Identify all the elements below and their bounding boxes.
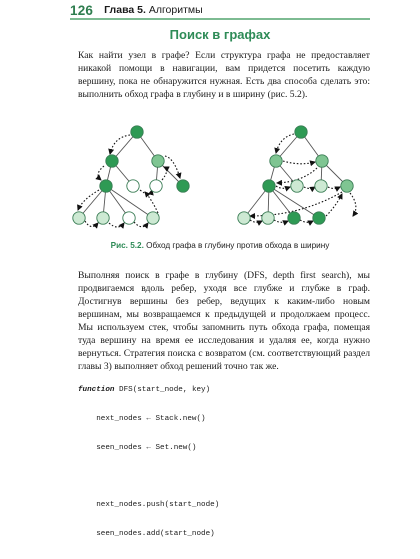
page-number: 126 <box>70 2 94 18</box>
header-rule <box>70 18 370 20</box>
graph-traversal-illustration <box>70 120 370 235</box>
code-line-signature <box>78 386 370 396</box>
bfs-traversal-arrow <box>283 161 315 164</box>
code-line: seen_nodes ← Set.new() <box>78 443 197 452</box>
bfs-graph-node <box>313 212 325 224</box>
bfs-graph-node <box>295 126 307 138</box>
caption-text: Обход графа в глубину против обхода в ширину <box>146 241 330 250</box>
dfs-traversal-arrow <box>140 190 152 194</box>
caption-label: Рис. 5.2. <box>110 241 144 250</box>
section-title: Поиск в графах <box>169 27 271 42</box>
bfs-traversal-arrow <box>326 194 342 216</box>
bfs-traversal-arrow <box>274 220 288 222</box>
dfs-traversal-arrow <box>109 223 124 227</box>
dfs-graph-node <box>106 155 118 167</box>
chapter-name: Алгоритмы <box>148 4 203 16</box>
dfs-graph-node <box>127 180 139 192</box>
chapter-title <box>104 4 203 16</box>
dfs-graph-node <box>177 180 189 192</box>
bfs-graph-node <box>263 180 275 192</box>
code-line: seen_nodes.add(start_node) <box>78 530 215 539</box>
bfs-graph-node <box>316 155 328 167</box>
figure-caption <box>70 241 370 250</box>
code-keyword: function <box>78 386 115 395</box>
bfs-traversal-arrow <box>250 220 262 222</box>
bfs-graph-node <box>262 212 274 224</box>
dfs-graph-node <box>152 155 164 167</box>
bfs-graph-node <box>291 180 303 192</box>
bfs-traversal-arrow <box>350 193 356 216</box>
dfs-paragraph: Выполняя поиск в графе в глубину (DFS, depth first search), мы продвигаемся вдоль ребер, уходя все глубже и глубже в граф. Достигнув вершины без ребер, ведущих к каким-либо новым вершинам, мы возвращаемся к предыдущей и продолжаем процесс. Мы используем стек, чтобы запомнить путь обхода графа, помещая туда вершину на время ее исследования и удаляя ее, когда нужно вернуться. Стратегия поиска с возвратом (см. соответствующий раздел главы 3) выполняет обход решений точно так же. <box>78 270 370 372</box>
figure-graph-traversal <box>70 120 370 235</box>
bfs-graph-node <box>238 212 250 224</box>
bfs-graph-node <box>341 180 353 192</box>
bfs-traversal-arrow <box>276 186 290 188</box>
bfs-graph-node <box>288 212 300 224</box>
dfs-graph-node <box>150 180 162 192</box>
dfs-graph-node <box>100 180 112 192</box>
dfs-graph-node <box>97 212 109 224</box>
bfs-graph-node <box>270 155 282 167</box>
dfs-graph-node <box>131 126 143 138</box>
bfs-traversal-arrow <box>328 187 340 189</box>
bfs-traversal-arrow <box>300 220 313 222</box>
dfs-traversal-arrow <box>165 156 180 178</box>
dfs-graph-node <box>123 212 135 224</box>
code-line <box>78 473 370 483</box>
code-line: next_nodes.push(start_node) <box>78 501 220 510</box>
dfs-traversal-arrow <box>98 166 104 180</box>
dfs-traversal-arrow <box>134 222 148 227</box>
chapter-label: Глава 5. <box>104 4 146 16</box>
dfs-traversal-arrow <box>85 221 98 227</box>
dfs-graph-node <box>147 212 159 224</box>
code-listing <box>78 367 370 559</box>
dfs-graph-node <box>73 212 85 224</box>
bfs-graph-node <box>315 180 327 192</box>
code-line: next_nodes ← Stack.new() <box>78 414 206 423</box>
intro-paragraph: Как найти узел в графе? Если структура графа не предоставляет никакой помощи в навигации, вам придется посетить каждую вершину, пока не обнаружится нужная. Есть два способа сделать это: выполнить обход графа в глубину и в ширину (рис. 5.2). <box>78 50 370 100</box>
dfs-traversal-arrow <box>145 192 158 213</box>
code-signature: DFS(start_node, key) <box>114 386 211 395</box>
bfs-traversal-arrow <box>304 187 315 189</box>
running-header <box>70 2 370 18</box>
